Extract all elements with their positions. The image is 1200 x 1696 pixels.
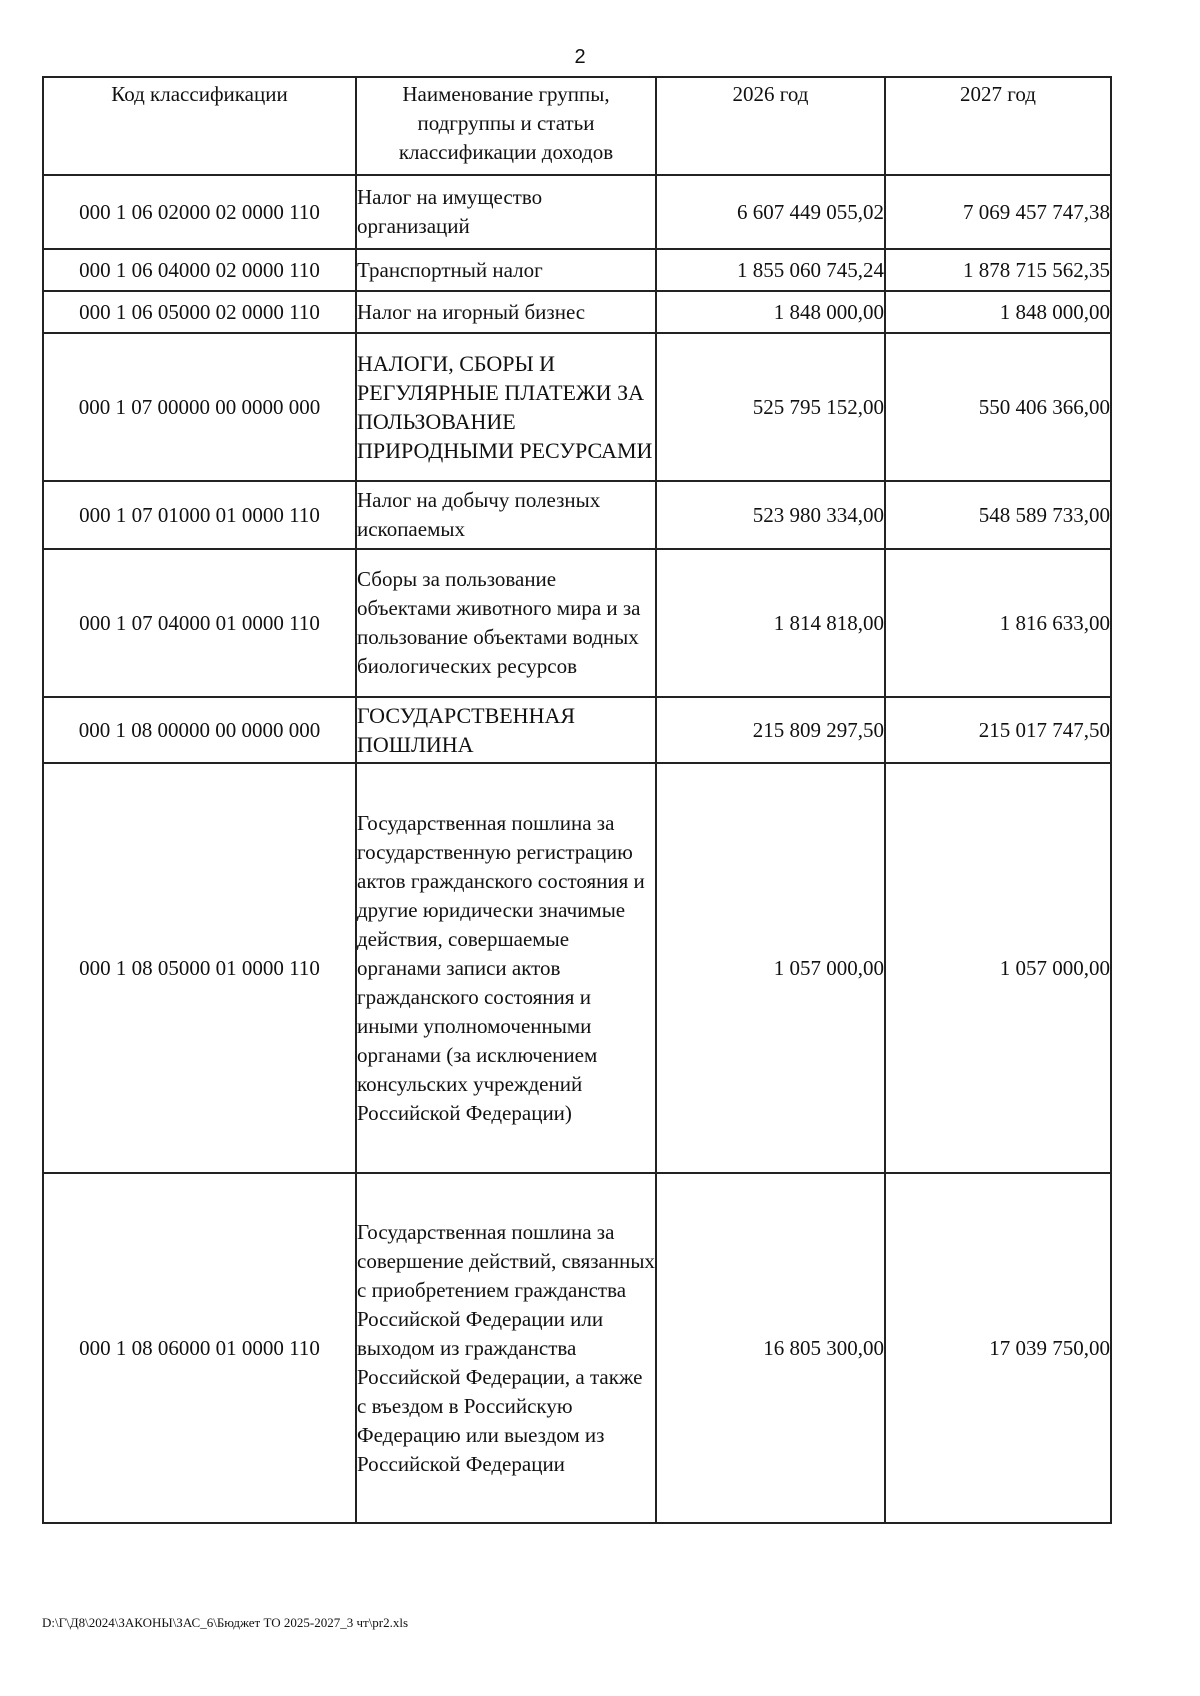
row-name: НАЛОГИ, СБОРЫ И РЕГУЛЯРНЫЕ ПЛАТЕЖИ ЗА ПОЛЬЗОВАНИЕ ПРИРОДНЫМИ РЕСУРСАМИ xyxy=(356,333,656,481)
row-value-2027: 1 848 000,00 xyxy=(885,291,1111,333)
row-code: 000 1 07 00000 00 0000 000 xyxy=(43,333,356,481)
row-name: ГОСУДАРСТВЕННАЯ ПОШЛИНА xyxy=(356,697,656,763)
row-name: Государственная пошлина за совершение действий, связанных с приобретением гражданства Российской Федерации или выходом из гражданства Российской Федерации, а также с въездом в Российскую Федерацию или выездом из Российской Федерации xyxy=(356,1173,656,1523)
table-row xyxy=(43,549,1111,697)
row-value-2027: 215 017 747,50 xyxy=(885,697,1111,763)
header-code: Код классификации xyxy=(43,77,356,175)
revenue-table xyxy=(42,76,1112,1524)
row-value-2026: 1 814 818,00 xyxy=(656,549,885,697)
row-name: Транспортный налог xyxy=(356,249,656,291)
page-number: 2 xyxy=(574,46,586,68)
row-code: 000 1 06 05000 02 0000 110 xyxy=(43,291,356,333)
row-value-2027: 1 816 633,00 xyxy=(885,549,1111,697)
row-code: 000 1 07 01000 01 0000 110 xyxy=(43,481,356,549)
table-row xyxy=(43,333,1111,481)
row-code: 000 1 06 04000 02 0000 110 xyxy=(43,249,356,291)
row-code: 000 1 08 06000 01 0000 110 xyxy=(43,1173,356,1523)
row-name: Налог на игорный бизнес xyxy=(356,291,656,333)
row-value-2026: 1 057 000,00 xyxy=(656,763,885,1173)
table-row xyxy=(43,175,1111,249)
row-value-2026: 525 795 152,00 xyxy=(656,333,885,481)
row-value-2027: 1 878 715 562,35 xyxy=(885,249,1111,291)
row-code: 000 1 06 02000 02 0000 110 xyxy=(43,175,356,249)
row-value-2027: 1 057 000,00 xyxy=(885,763,1111,1173)
row-name: Налог на имущество организаций xyxy=(356,175,656,249)
row-value-2027: 7 069 457 747,38 xyxy=(885,175,1111,249)
file-path-footer: D:\Г\Д8\2024\ЗАКОНЫ\ЗАС_6\Бюджет ТО 2025-2027_3 чт\pr2.xls xyxy=(42,1615,409,1630)
table-row xyxy=(43,1173,1111,1523)
row-name: Государственная пошлина за государственную регистрацию актов гражданского состояния и другие юридически значимые действия, совершаемые органами записи актов гражданского состояния и иными уполномоченными органами (за исключением консульских учреждений Российской Федерации) xyxy=(356,763,656,1173)
row-value-2026: 6 607 449 055,02 xyxy=(656,175,885,249)
row-value-2026: 16 805 300,00 xyxy=(656,1173,885,1523)
row-code: 000 1 08 00000 00 0000 000 xyxy=(43,697,356,763)
row-value-2026: 1 855 060 745,24 xyxy=(656,249,885,291)
table-header-row xyxy=(43,77,1111,175)
row-value-2027: 17 039 750,00 xyxy=(885,1173,1111,1523)
table-row xyxy=(43,763,1111,1173)
row-name: Сборы за пользование объектами животного мира и за пользование объектами водных биологических ресурсов xyxy=(356,549,656,697)
table-row xyxy=(43,291,1111,333)
header-name: Наименование группы, подгруппы и статьи классификации доходов xyxy=(356,77,656,175)
row-value-2027: 548 589 733,00 xyxy=(885,481,1111,549)
header-year-2027: 2027 год xyxy=(885,77,1111,175)
header-year-2026: 2026 год xyxy=(656,77,885,175)
row-code: 000 1 08 05000 01 0000 110 xyxy=(43,763,356,1173)
row-value-2027: 550 406 366,00 xyxy=(885,333,1111,481)
table-row xyxy=(43,249,1111,291)
row-code: 000 1 07 04000 01 0000 110 xyxy=(43,549,356,697)
row-value-2026: 1 848 000,00 xyxy=(656,291,885,333)
row-name: Налог на добычу полезных ископаемых xyxy=(356,481,656,549)
row-value-2026: 523 980 334,00 xyxy=(656,481,885,549)
table-row xyxy=(43,697,1111,763)
row-value-2026: 215 809 297,50 xyxy=(656,697,885,763)
table-row xyxy=(43,481,1111,549)
